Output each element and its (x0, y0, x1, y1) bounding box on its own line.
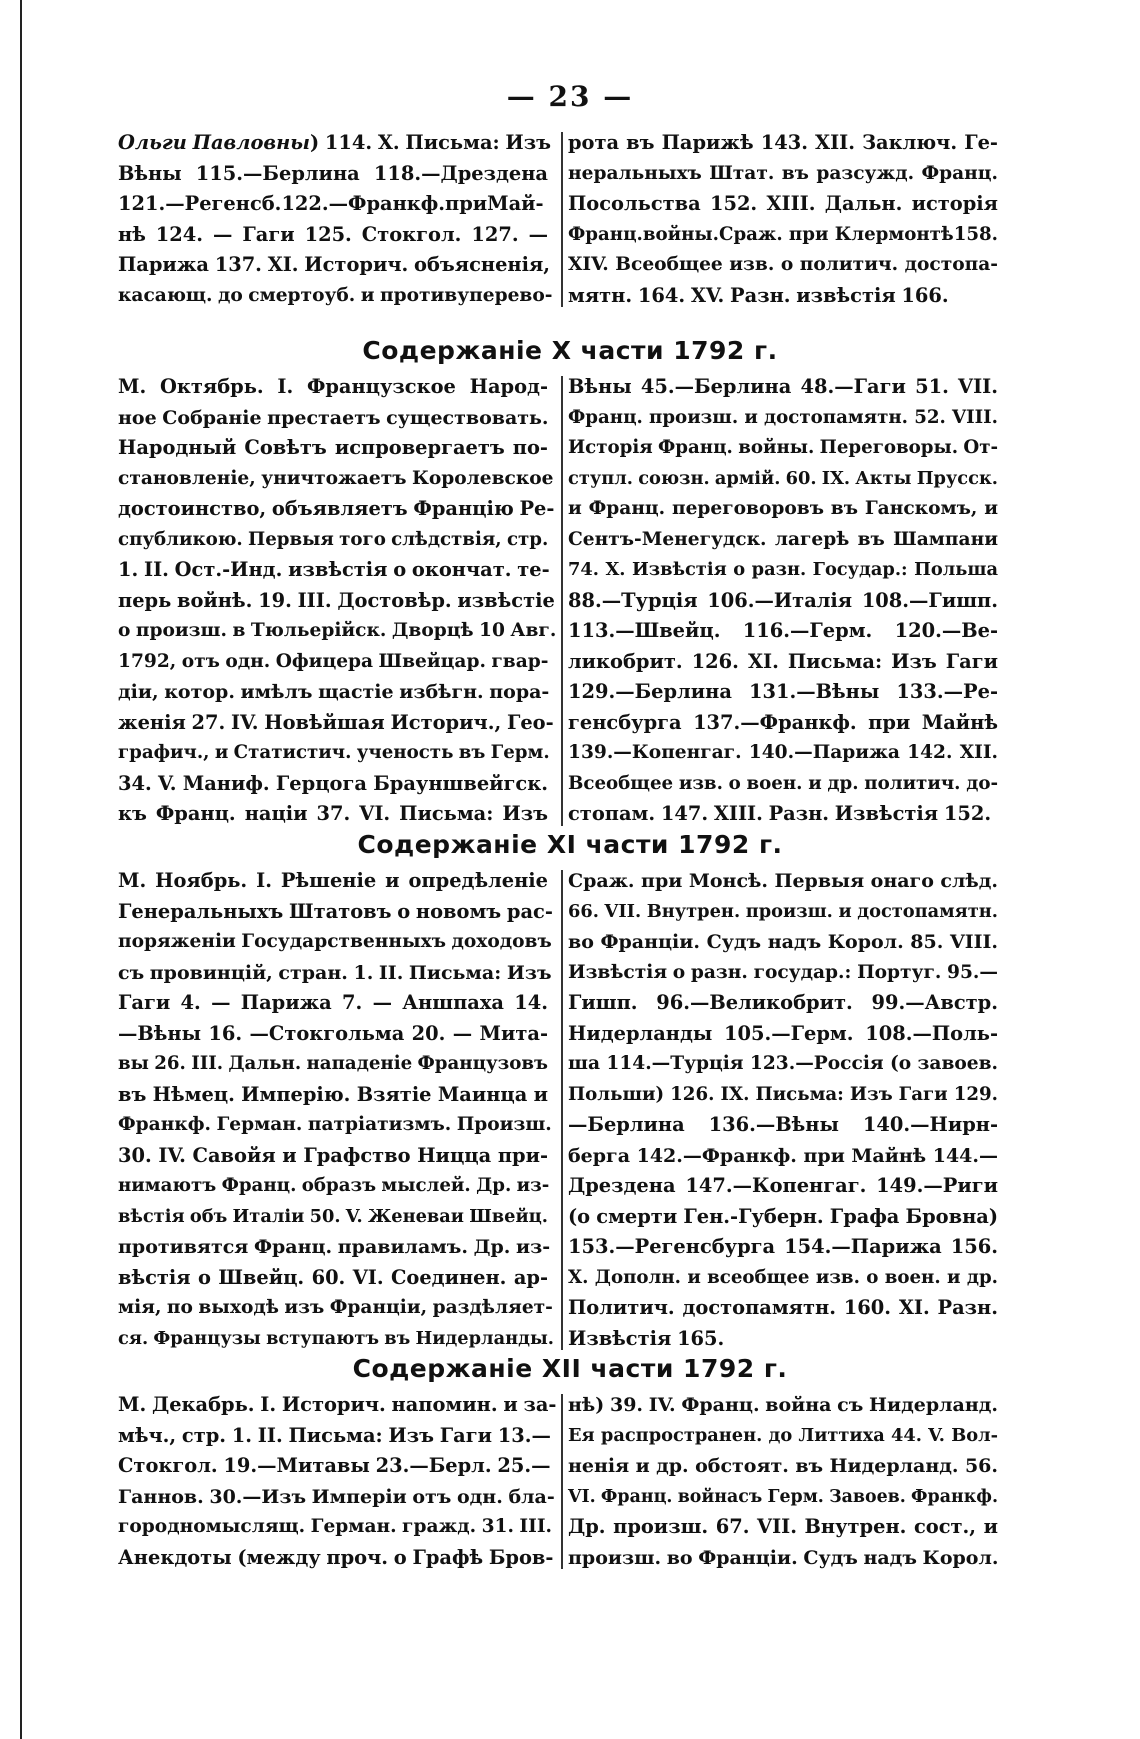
text-line: вы 26. III. Дальн. нападеніе Французовъ (118, 1053, 548, 1074)
text-line: Гишп. 96.—Великобрит. 99.—Австр. (568, 991, 998, 1014)
text-line: городномыслящ. Герман. гражд. 31. III. (118, 1516, 552, 1537)
text-line: Др. произш. 67. VII. Внутрен. сост., и (568, 1515, 998, 1538)
text-line: нимаютъ Франц. образъ мыслей. Др. из- (118, 1175, 550, 1196)
section-xi-left-column (118, 866, 556, 1354)
text-line: Ея распространен. до Литтиха 44. V. Вол- (568, 1424, 998, 1446)
intro-right-column (568, 128, 998, 311)
text-line: генсбурга 137.—Франкф. при Майнѣ (568, 710, 998, 734)
italic-name: Ольги Павловны (118, 131, 310, 154)
text-line: ненія и др. обстоят. въ Нидерланд. 56. (568, 1455, 998, 1477)
text-line: Генеральныхъ Штатовъ о новомъ рас- (118, 899, 553, 923)
text-line: о произш. в Тюльерійск. Дворцѣ 10 Авг. (118, 620, 557, 641)
text-line: Народный Совѣтъ испровергаетъ по- (118, 436, 548, 459)
text-line: спубликою. Первыя того слѣдствія, стр. (118, 528, 549, 550)
text-line: Франц. произш. и достопамятн. 52. VIII. (568, 406, 998, 428)
column-divider (561, 132, 563, 307)
text-line: ся. Французы вступаютъ въ Нидерланды. (118, 1327, 554, 1349)
intro-left-column (118, 128, 556, 311)
text-line: Франкф. Герман. патріатизмъ. Произш. (118, 1114, 552, 1135)
page-number: — 23 — (506, 80, 634, 113)
text-line: XIV. Всеобщее изв. о политич. достопа- (568, 254, 998, 275)
text-line: М. Декабрь. I. Историч. напомин. и за- (118, 1393, 557, 1416)
section-x-right-column (568, 372, 998, 830)
section-xii-right-column (568, 1390, 998, 1573)
text-line: Извѣстія о разн. государ.: Португ. 95.— (568, 961, 998, 983)
text-line: мѣч., стр. 1. II. Письма: Изъ Гаги 13.— (118, 1423, 551, 1447)
text-line: касающ. до смертоуб. и противуперево- (118, 284, 553, 306)
text-line: Политич. достопамятн. 160. XI. Разн. (568, 1296, 998, 1319)
section-x-block (118, 372, 998, 830)
text-line: и Франц. переговоровъ въ Ганскомъ, и (568, 498, 998, 519)
text-line: ша 114.—Турція 123.—Россія (о завоев. (568, 1053, 998, 1074)
intro-block (118, 128, 998, 311)
text-line: М. Ноябрь. I. Рѣшеніе и опредѣленіе (118, 869, 548, 892)
text-line: берга 142.—Франкф. при Майнѣ 144.— (568, 1144, 998, 1167)
section-heading: Содержаніе XI части 1792 г. (357, 830, 783, 859)
text-line: Всеобщее изв. о воен. и др. политич. до- (568, 772, 998, 794)
text-line: ступл. союзн. армій. 60. IX. Акты Прусск. (568, 467, 998, 489)
text-line: (о смерти Ген.-Губерн. Графа Бровна) (568, 1204, 998, 1228)
text-line: 129.—Берлина 131.—Вѣны 133.—Ре- (568, 680, 998, 703)
text-line: 113.—Швейц. 116.—Герм. 120.—Ве- (568, 619, 998, 642)
text-line: 139.—Копенгаг. 140.—Парижа 142. XII. (568, 742, 998, 763)
text-line: стопам. 147. XIII. Разн. Извѣстія 152. (568, 802, 992, 825)
section-xii-block (118, 1390, 998, 1573)
text-line: мятн. 164. XV. Разн. извѣстія 166. (568, 283, 949, 307)
text-line: М. Октябрь. I. Французское Народ- (118, 375, 548, 398)
text-line: неральныхъ Штат. въ разсужд. Франц. (568, 162, 998, 184)
text-line: противятся Франц. правиламъ. Др. из- (118, 1236, 551, 1258)
text-line: X. Дополн. и всеобщее изв. о воен. и др. (568, 1266, 998, 1288)
text-line: 34. V. Маниф. Герцога Брауншвейгск. (118, 771, 548, 795)
column-divider (561, 870, 563, 1350)
column-divider (561, 1394, 563, 1569)
text-line: Стокгол. 19.—Митавы 23.—Берл. 25.— (118, 1454, 551, 1477)
text-line: Ганнов. 30.—Изъ Имперіи отъ одн. бла- (118, 1485, 555, 1508)
text-line: 121.—Регенсб.122.—Франкф.приМай- (118, 192, 544, 215)
text-line: 30. IV. Савойя и Графство Ницца при- (118, 1143, 548, 1167)
section-xi-block (118, 866, 998, 1354)
section-heading: Содержаніе X части 1792 г. (362, 336, 778, 365)
text-line: —Вѣны 16. —Стокгольма 20. — Мита- (118, 1021, 548, 1045)
text-line: достоинство, объявляетъ Францію Ре- (118, 497, 555, 520)
text-line: становленіе, уничтожаетъ Королевское (118, 467, 554, 489)
text-line: нѣ) 39. IV. Франц. война съ Нидерланд. (568, 1394, 998, 1416)
section-x-left-column (118, 372, 556, 830)
text-line: 1. II. Ост.-Инд. извѣстія о окончат. те- (118, 558, 550, 581)
text-line: Сентъ-Менегудск. лагерѣ въ Шампани (568, 528, 998, 550)
text-line: перь войнѣ. 19. III. Достовѣр. извѣстіе (118, 588, 555, 612)
text-line: Ольги Павловны) 114. X. Письма: Изъ (118, 131, 551, 154)
text-line: ликобрит. 126. XI. Письма: Изъ Гаги (568, 649, 998, 673)
text-line: Вѣны 115.—Берлина 118.—Дрездена (118, 161, 548, 185)
column-divider (561, 376, 563, 826)
text-line: VI. Франц. войнасъ Герм. Завоев. Франкф. (568, 1486, 998, 1507)
text-line: графич., и Статистич. ученость въ Герм. (118, 742, 550, 763)
text-line: нѣ 124. — Гаги 125. Стокгол. 127. — (118, 222, 548, 246)
text-line: Гаги 4. — Парижа 7. — Аншпаха 14. (118, 991, 548, 1014)
text-line: Польши) 126. IX. Письма: Изъ Гаги 129. (568, 1083, 998, 1105)
text-line: 74. X. Извѣстія о разн. Государ.: Польша (568, 559, 998, 580)
text-line: въ Нѣмец. Имперію. Взятіе Маинца и (118, 1082, 548, 1106)
text-line: Вѣны 45.—Берлина 48.—Гаги 51. VII. (568, 375, 998, 398)
text-line: мія, по выходѣ изъ Франціи, раздѣляет- (118, 1297, 553, 1318)
text-line: Нидерланды 105.—Герм. 108.—Поль- (568, 1021, 998, 1045)
section-xii-left-column (118, 1390, 556, 1573)
text-line: Дрездена 147.—Копенгаг. 149.—Риги (568, 1174, 998, 1197)
text-line: діи, котор. имѣлъ щастіе избѣгн. пора- (118, 681, 550, 703)
text-line: женія 27. IV. Новѣйшая Историч., Гео- (118, 710, 554, 734)
text-line: вѣстія объ Италіи 50. V. Женеваи Швейц. (118, 1205, 548, 1227)
text-line: рота въ Парижѣ 143. XII. Заключ. Ге- (568, 131, 998, 154)
text-line: Извѣстія 165. (568, 1326, 725, 1350)
text-line: къ Франц. націи 37. VI. Письма: Изъ (118, 802, 548, 825)
text-line: произш. во Франціи. Судъ надъ Корол. (568, 1546, 999, 1569)
text-line: Сраж. при Монсѣ. Первыя онаго слѣд. (568, 870, 998, 892)
text-line: 1792, отъ одн. Офицера Швейцар. гвар- (118, 650, 549, 672)
text-line: Исторія Франц. войны. Переговоры. От- (568, 437, 999, 458)
text-line: поряженіи Государственныхъ доходовъ (118, 931, 552, 952)
section-heading: Содержаніе XII части 1792 г. (352, 1354, 788, 1383)
text-line: Посольства 152. XIII. Дальн. исторія (568, 192, 998, 215)
text-line: Анекдоты (между проч. о Графѣ Бров- (118, 1545, 554, 1569)
text-line: Парижа 137. XI. Историч. объясненія, (118, 253, 551, 276)
text-line: —Берлина 136.—Вѣны 140.—Нирн- (568, 1113, 998, 1136)
text-line: во Франціи. Судъ надъ Корол. 85. VIII. (568, 931, 998, 953)
text-line: съ провинцій, стран. 1. II. Письма: Изъ (118, 961, 552, 984)
text-line: 88.—Турція 106.—Италія 108.—Гишп. (568, 588, 998, 612)
scan-edge-line (20, 0, 22, 1739)
text-line: ное Собраніе престаетъ существовать. (118, 406, 549, 429)
section-xi-right-column (568, 866, 998, 1354)
text-line: 153.—Регенсбурга 154.—Парижа 156. (568, 1235, 998, 1258)
text-line: вѣстія о Швейц. 60. VI. Соединен. ар- (118, 1265, 548, 1289)
text-line: Франц.войны.Сраж. при Клермонтѣ158. (568, 223, 998, 245)
text-line: 66. VII. Внутрен. произш. и достопамятн. (568, 900, 998, 922)
